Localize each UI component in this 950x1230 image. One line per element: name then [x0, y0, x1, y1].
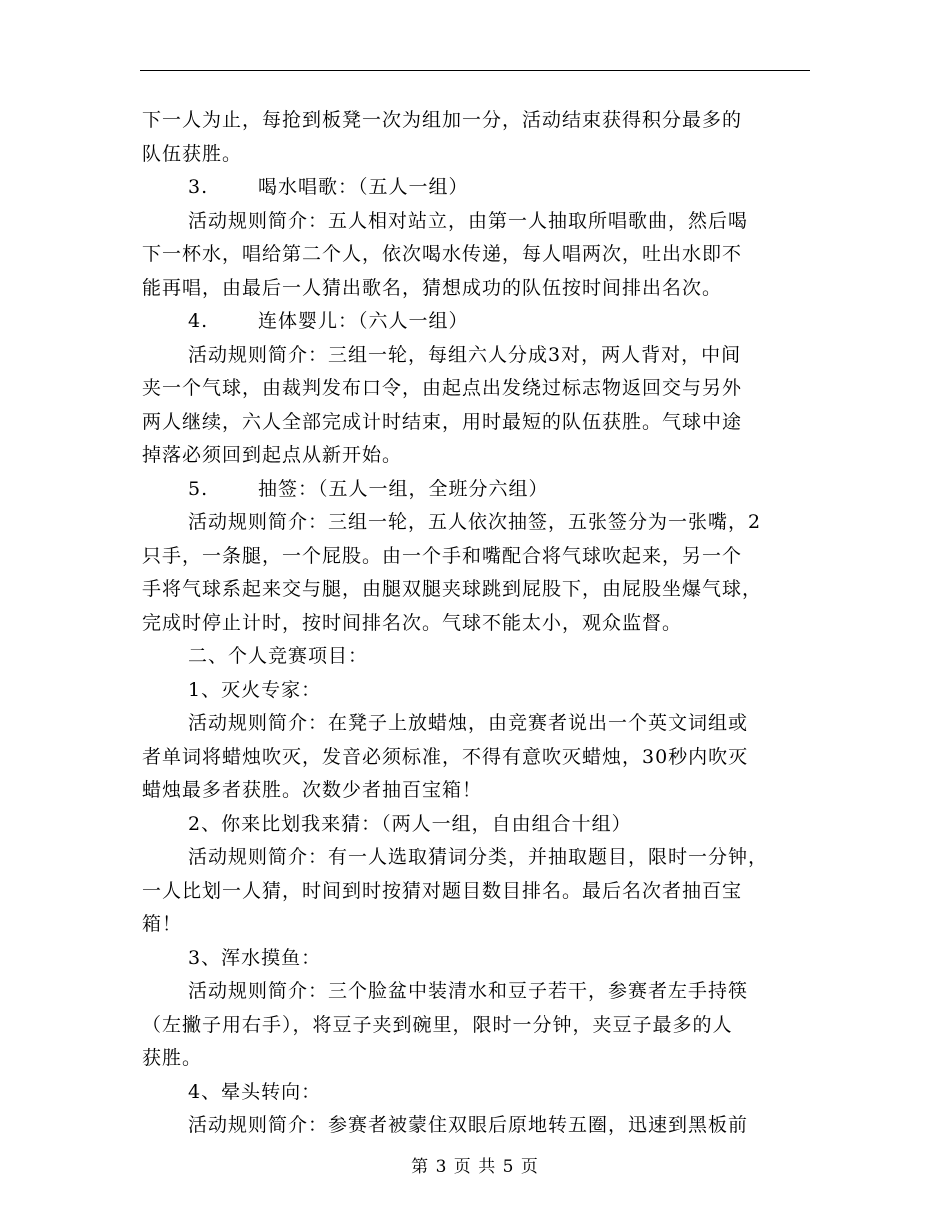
- line-text: 只手，一条腿，一个屁股。由一个手和嘴配合将气球吹起来，另一个: [142, 544, 743, 567]
- text-line: [142, 372, 802, 406]
- item-number: 3.: [188, 176, 209, 198]
- text-line: [142, 908, 802, 942]
- line-text: 者单词将蜡烛吹灭，发音必须标准，不得有意吹灭蜡烛，30秒内吹灭: [142, 745, 749, 768]
- text-line: [142, 573, 802, 607]
- text-line: [142, 841, 802, 875]
- text-line: [142, 1076, 802, 1110]
- item-number: 5.: [188, 477, 209, 500]
- text-line: [142, 473, 802, 507]
- item-number: 4.: [188, 310, 209, 332]
- line-text: 活动规则简介：三组一轮，每组六人分成3对，两人背对，中间: [188, 343, 742, 366]
- text-line: [142, 272, 802, 306]
- document-body: [142, 104, 802, 1143]
- text-line: [142, 540, 802, 574]
- page-footer: 第 3 页 共 5 页: [411, 1157, 539, 1177]
- line-text: 下一杯水，唱给第二个人，依次喝水传递，每人唱两次，吐出水即不: [142, 243, 743, 265]
- line-text: 活动规则简介：在凳子上放蜡烛，由竞赛者说出一个英文词组或: [188, 712, 749, 734]
- line-text: 夹一个气球，由裁判发布口令，由起点出发绕过标志物返回交与另外: [142, 377, 743, 399]
- line-text: 活动规则简介：参赛者被蒙住双眼后原地转五圈，迅速到黑板前: [188, 1114, 749, 1136]
- line-text: 一人比划一人猜，时间到时按猜对题目数目排名。最后名次者抽百宝: [142, 879, 743, 902]
- text-line: [142, 1009, 802, 1043]
- text-line: [142, 1042, 802, 1076]
- line-text: （左撇子用右手），将豆子夹到碗里，限时一分钟，夹豆子最多的人: [142, 1013, 733, 1036]
- header-rule: [140, 70, 810, 71]
- line-text: 两人继续，六人全部完成计时结束，用时最短的队伍获胜。气球中途: [142, 410, 743, 433]
- line-text: 蜡烛最多者获胜。次数少者抽百宝箱！: [142, 779, 483, 801]
- line-text: 抽签：（五人一组，全班分六组）: [258, 477, 549, 500]
- line-text: 二、个人竞赛项目：: [188, 645, 369, 667]
- text-line: [142, 104, 802, 138]
- line-text: 4、晕头转向：: [188, 1080, 322, 1103]
- line-text: 手将气球系起来交与腿，由腿双腿夹球跳到屁股下，由屁股坐爆气球，: [142, 578, 763, 600]
- text-line: [142, 305, 802, 339]
- text-line: [142, 406, 802, 440]
- line-text: 2、你来比划我来猜：（两人一组，自由组合十组）: [188, 812, 632, 835]
- line-text: 掉落必须回到起点从新开始。: [142, 444, 403, 466]
- line-text: 1、灭火专家：: [188, 678, 322, 701]
- text-line: [142, 640, 802, 674]
- text-line: [142, 1109, 802, 1143]
- line-text: 3、浑水摸鱼：: [188, 946, 322, 969]
- line-text: 活动规则简介：五人相对站立，由第一人抽取所唱歌曲，然后喝: [188, 209, 749, 232]
- text-line: [142, 774, 802, 808]
- text-line: [142, 674, 802, 708]
- text-line: [142, 707, 802, 741]
- line-text: 获胜。: [142, 1047, 203, 1069]
- text-line: [142, 138, 802, 172]
- text-line: [142, 741, 802, 775]
- text-line: [142, 238, 802, 272]
- line-text: 活动规则简介：三组一轮，五人依次抽签，五张签分为一张嘴，2: [188, 511, 762, 533]
- line-text: 活动规则简介：有一人选取猜词分类，并抽取题目，限时一分钟，: [188, 846, 769, 868]
- text-line: [142, 607, 802, 641]
- text-line: [142, 808, 802, 842]
- text-line: [142, 171, 802, 205]
- text-line: [142, 942, 802, 976]
- text-line: [142, 975, 802, 1009]
- line-text: 下一人为止，每抢到板凳一次为组加一分，活动结束获得积分最多的: [142, 109, 743, 131]
- text-line: [142, 875, 802, 909]
- line-text: 能再唱，由最后一人猜出歌名，猜想成功的队伍按时间排出名次。: [142, 276, 723, 299]
- line-text: 喝水唱歌：（五人一组）: [258, 176, 469, 198]
- line-text: 连体婴儿：（六人一组）: [258, 310, 469, 332]
- text-line: [142, 339, 802, 373]
- text-line: [142, 506, 802, 540]
- line-text: 箱！: [142, 913, 183, 935]
- line-text: 队伍获胜。: [142, 142, 243, 165]
- line-text: 完成时停止计时，按时间排名次。气球不能太小，观众监督。: [142, 611, 683, 634]
- text-line: [142, 439, 802, 473]
- line-text: 活动规则简介：三个脸盆中装清水和豆子若干，参赛者左手持筷: [188, 980, 749, 1002]
- text-line: [142, 205, 802, 239]
